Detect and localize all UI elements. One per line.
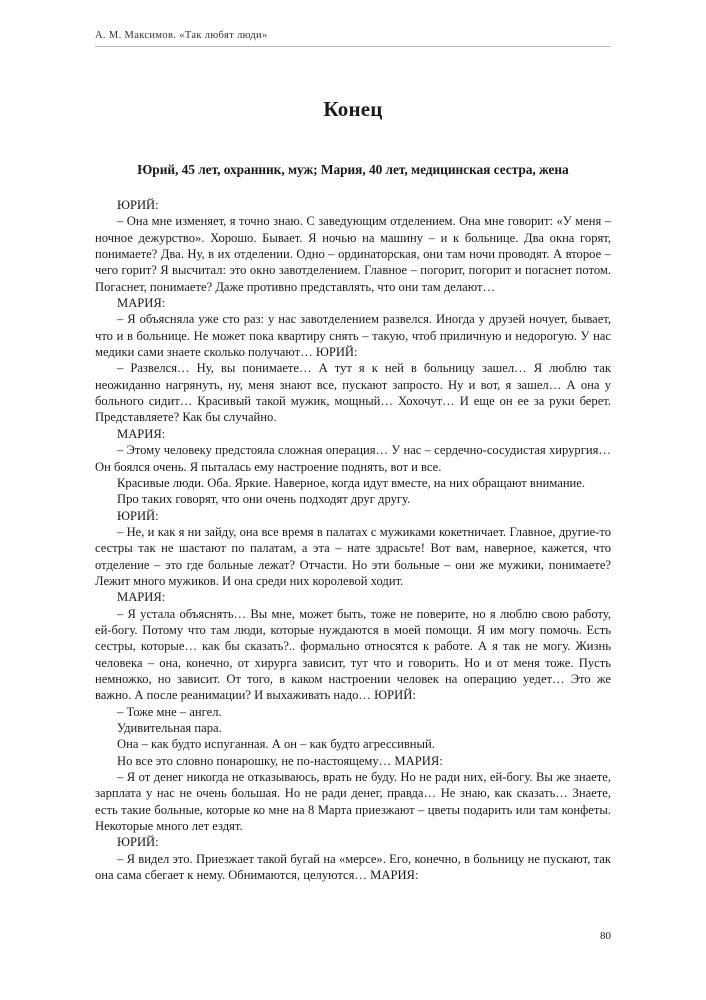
chapter-title: Конец <box>323 97 383 121</box>
dialogue-paragraph: – Не, и как я ни зайду, она все время в палатах с мужиками кокетничает. Главное, другие-то сестры так не шастают по палатам, а эта – нате здрасьте! Вот вам, наверное, кажется, что отделение – это где больные лежат? Отчасти. Но эти больные – они же мужики, понимаете? Лежит много мужиков. И она среди них королевой ходит. <box>95 524 611 588</box>
narration-paragraph: Удивительная пара. <box>117 721 222 735</box>
dialogue-paragraph: – Я объясняла уже сто раз: у нас завотделением развелся. Иногда у друзей ночует, бывает, что и в больнице. Не может пока квартиру снять – такую, чтоб приличную и недорогую. У нас медики сами знаете сколько получают… ЮРИЙ: <box>95 312 611 360</box>
dialogue-paragraph: – Этому человеку предстояла сложная операция… У нас – сердечно-сосудистая хирургия… Он боялся очень. Я пыталась ему настроение поднять, вот и все. <box>95 443 611 474</box>
speaker-label: ЮРИЙ: <box>117 198 159 212</box>
speaker-label: ЮРИЙ: <box>117 508 159 523</box>
narration-paragraph: Но все это словно понарошку, не по-настоящему… МАРИЯ: <box>117 753 443 768</box>
speaker-label: МАРИЯ: <box>117 296 166 311</box>
speaker-label: МАРИЯ: <box>117 590 166 605</box>
running-head-rule <box>95 46 611 47</box>
running-head-text: А. М. Максимов. «Так любят люди» <box>95 30 268 41</box>
narration-paragraph: Про таких говорят, что они очень подходят друг другу. <box>117 492 411 507</box>
dialogue-paragraph: – Развелся… Ну, вы понимаете… А тут я к ней в больницу зашел… Я люблю так неожиданно нагрянуть, ну, меня знают все, пускают запросто. Ну и вот, я зашел… А она у больного сидит… Красивый такой мужик, мощный… Хохочут… И еще он ее за руки берет. Представляете? Как бы случайно. <box>95 361 611 425</box>
running-head <box>95 30 611 47</box>
speaker-label: МАРИЯ: <box>117 426 166 441</box>
dialogue-paragraph: – Я от денег никогда не отказываюсь, врать не буду. Но не ради них, ей-богу. Вы же знаете, зарплата у нас не очень большая. Но не ради денег, правда… Не знаю, как сказать… Знаете, есть такие больные, которые ко мне на 8 Марта приезжают – цветы подарить или там конфеты. Некоторые много лет ездят. <box>95 770 611 834</box>
cast-list: Юрий, 45 лет, охранник, муж; Мария, 40 лет, медицинская сестра, жена <box>137 162 569 177</box>
dialogue-paragraph: – Я устала объяснять… Вы мне, может быть, тоже не поверите, но я люблю свою работу, ей-богу. Потому что там люди, которые нуждаются в моей помощи. Я им могу помочь. Есть сестры, которые… как бы сказать?.. формально относятся к работе. А я так не могу. Жизнь человека – она, конечно, от хирурга зависит, тут что и говорить. Но и от меня тоже. Пусть немножко, но зависит. От того, в каком настроении человек на операцию уедет… Это же важно. А после реанимации? И выхаживать надо… ЮРИЙ: <box>95 606 611 703</box>
dialogue-paragraph: – Она мне изменяет, я точно знаю. С заведующим отделением. Она мне говорит: «У меня – ночное дежурство». Хорошо. Бывает. Я ночью на машину – и к больнице. Два окна горят, понимаете? Два. Ну, в их отделении. Одно – ординаторская, они там ночи проводят. А второе – чего горит? Я высчитал: это окно завотделением. Главное – погорит, погорит и погаснет потом. Погаснет, понимаете? Даже противно представлять, что они там делают… <box>95 214 611 294</box>
page-number: 80 <box>600 930 611 942</box>
narration-paragraph: Она – как будто испуганная. А он – как будто агрессивный. <box>117 737 435 752</box>
dialogue-paragraph: – Я видел это. Приезжает такой бугай на «мерсе». Его, конечно, в больницу не пускают, так она сама сбегает к нему. Обнимаются, целуются… МАРИЯ: <box>95 851 611 883</box>
dialogue-paragraph: – Тоже мне – ангел. <box>117 704 222 719</box>
speaker-label: ЮРИЙ: <box>117 835 159 850</box>
dialogue-body <box>95 179 611 883</box>
page-content <box>95 96 611 883</box>
narration-paragraph: Красивые люди. Оба. Яркие. Наверное, когда идут вместе, на них обращают внимание. <box>117 475 586 490</box>
